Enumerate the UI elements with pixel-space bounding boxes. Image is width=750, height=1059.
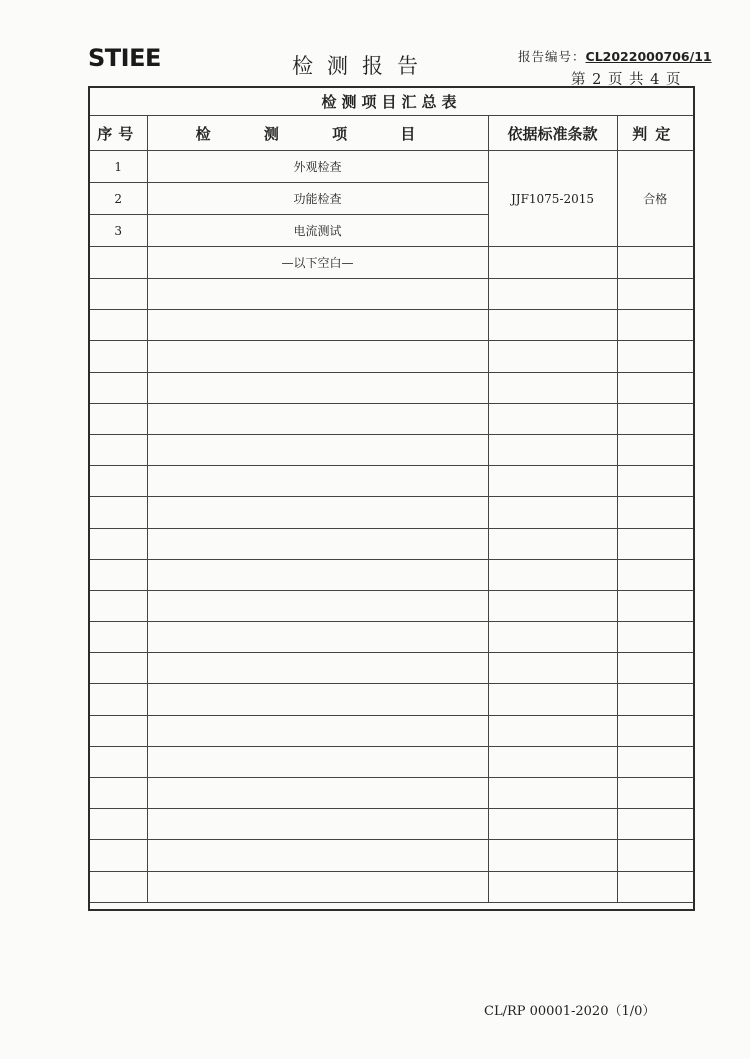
blank-row xyxy=(90,622,693,653)
blank-cell xyxy=(617,434,693,465)
company-logo: STIEE xyxy=(88,44,161,72)
blank-cell xyxy=(488,622,617,653)
blank-cell xyxy=(90,434,147,465)
blank-cell xyxy=(617,653,693,684)
blank-cell xyxy=(617,247,693,279)
blank-cell xyxy=(617,622,693,653)
blank-cell xyxy=(90,746,147,777)
blank-cell xyxy=(488,809,617,840)
blank-cell xyxy=(90,247,147,279)
blank-cell xyxy=(147,497,488,528)
blank-cell xyxy=(90,809,147,840)
blank-cell xyxy=(617,590,693,621)
blank-cell xyxy=(90,403,147,434)
blank-cell xyxy=(90,871,147,902)
end-note: —以下空白— xyxy=(147,247,488,279)
blank-cell xyxy=(488,434,617,465)
blank-cell xyxy=(147,341,488,372)
blank-row xyxy=(90,372,693,403)
end-note-row xyxy=(90,247,693,279)
blank-row xyxy=(90,684,693,715)
blank-row xyxy=(90,279,693,310)
blank-cell xyxy=(617,528,693,559)
verdict-cell: 合格 xyxy=(617,151,693,247)
row-item: 电流测试 xyxy=(147,215,488,247)
blank-cell xyxy=(617,279,693,310)
blank-row xyxy=(90,497,693,528)
form-code: CL/RP 00001-2020（1/0） xyxy=(484,1004,656,1019)
blank-row xyxy=(90,310,693,341)
table-title-row xyxy=(90,88,693,116)
blank-cell xyxy=(488,310,617,341)
table-row xyxy=(90,151,693,183)
blank-cell xyxy=(617,559,693,590)
blank-row xyxy=(90,653,693,684)
blank-cell xyxy=(147,590,488,621)
blank-cell xyxy=(488,653,617,684)
blank-cell xyxy=(488,840,617,871)
blank-cell xyxy=(147,403,488,434)
blank-cell xyxy=(90,840,147,871)
blank-cell xyxy=(617,715,693,746)
blank-cell xyxy=(617,310,693,341)
blank-cell xyxy=(90,466,147,497)
blank-cell xyxy=(147,528,488,559)
standard-cell: JJF1075-2015 xyxy=(488,151,617,247)
blank-cell xyxy=(147,653,488,684)
blank-cell xyxy=(90,653,147,684)
blank-cell xyxy=(617,684,693,715)
row-seq: 2 xyxy=(90,183,147,215)
blank-row xyxy=(90,590,693,621)
blank-cell xyxy=(488,341,617,372)
blank-cell xyxy=(90,715,147,746)
blank-cell xyxy=(488,497,617,528)
blank-row xyxy=(90,434,693,465)
blank-row xyxy=(90,559,693,590)
column-header-seq: 序号 xyxy=(90,116,147,151)
blank-cell xyxy=(488,528,617,559)
blank-rows xyxy=(90,279,693,903)
blank-row xyxy=(90,528,693,559)
blank-cell xyxy=(147,372,488,403)
blank-cell xyxy=(147,809,488,840)
blank-cell xyxy=(488,871,617,902)
row-seq: 1 xyxy=(90,151,147,183)
blank-cell xyxy=(617,778,693,809)
blank-cell xyxy=(488,559,617,590)
blank-cell xyxy=(90,279,147,310)
blank-cell xyxy=(147,871,488,902)
blank-row xyxy=(90,715,693,746)
blank-cell xyxy=(488,403,617,434)
report-number-label: 报告编号： xyxy=(518,49,586,64)
blank-row xyxy=(90,778,693,809)
blank-cell xyxy=(147,434,488,465)
row-item: 功能检查 xyxy=(147,183,488,215)
blank-cell xyxy=(90,497,147,528)
blank-cell xyxy=(617,341,693,372)
blank-cell xyxy=(147,279,488,310)
blank-cell xyxy=(147,559,488,590)
blank-cell xyxy=(617,840,693,871)
blank-row xyxy=(90,840,693,871)
blank-row xyxy=(90,341,693,372)
blank-cell xyxy=(90,778,147,809)
blank-cell xyxy=(147,840,488,871)
blank-cell xyxy=(488,372,617,403)
blank-cell xyxy=(488,778,617,809)
blank-cell xyxy=(90,310,147,341)
blank-row xyxy=(90,871,693,902)
summary-table xyxy=(90,88,693,903)
blank-cell xyxy=(488,279,617,310)
blank-cell xyxy=(90,372,147,403)
blank-cell xyxy=(90,684,147,715)
blank-cell xyxy=(90,528,147,559)
blank-cell xyxy=(617,497,693,528)
blank-cell xyxy=(90,559,147,590)
blank-cell xyxy=(488,466,617,497)
column-header-item: 检 测 项 目 xyxy=(147,116,488,151)
blank-cell xyxy=(488,715,617,746)
row-seq: 3 xyxy=(90,215,147,247)
blank-row xyxy=(90,403,693,434)
summary-table-frame xyxy=(88,86,695,911)
blank-cell xyxy=(147,746,488,777)
blank-cell xyxy=(617,746,693,777)
document-title: 检测报告 xyxy=(292,54,432,78)
blank-row xyxy=(90,809,693,840)
column-header-standard: 依据标准条款 xyxy=(488,116,617,151)
blank-cell xyxy=(147,778,488,809)
blank-cell xyxy=(147,622,488,653)
table-header-row xyxy=(90,116,693,151)
blank-cell xyxy=(488,590,617,621)
blank-cell xyxy=(617,403,693,434)
column-header-verdict: 判定 xyxy=(617,116,693,151)
blank-cell xyxy=(617,372,693,403)
blank-row xyxy=(90,746,693,777)
blank-cell xyxy=(617,809,693,840)
blank-cell xyxy=(488,247,617,279)
blank-cell xyxy=(488,684,617,715)
blank-cell xyxy=(147,715,488,746)
blank-cell xyxy=(90,341,147,372)
blank-cell xyxy=(617,871,693,902)
page-indicator: 第 2 页 共 4 页 xyxy=(571,72,681,88)
row-item: 外观检查 xyxy=(147,151,488,183)
table-title: 检测项目汇总表 xyxy=(90,88,693,116)
blank-row xyxy=(90,466,693,497)
blank-cell xyxy=(147,310,488,341)
blank-cell xyxy=(90,622,147,653)
report-number-value: CL2022000706/11 xyxy=(585,49,712,64)
blank-cell xyxy=(147,684,488,715)
blank-cell xyxy=(617,466,693,497)
report-number xyxy=(518,47,712,65)
blank-cell xyxy=(90,590,147,621)
blank-cell xyxy=(147,466,488,497)
blank-cell xyxy=(488,746,617,777)
